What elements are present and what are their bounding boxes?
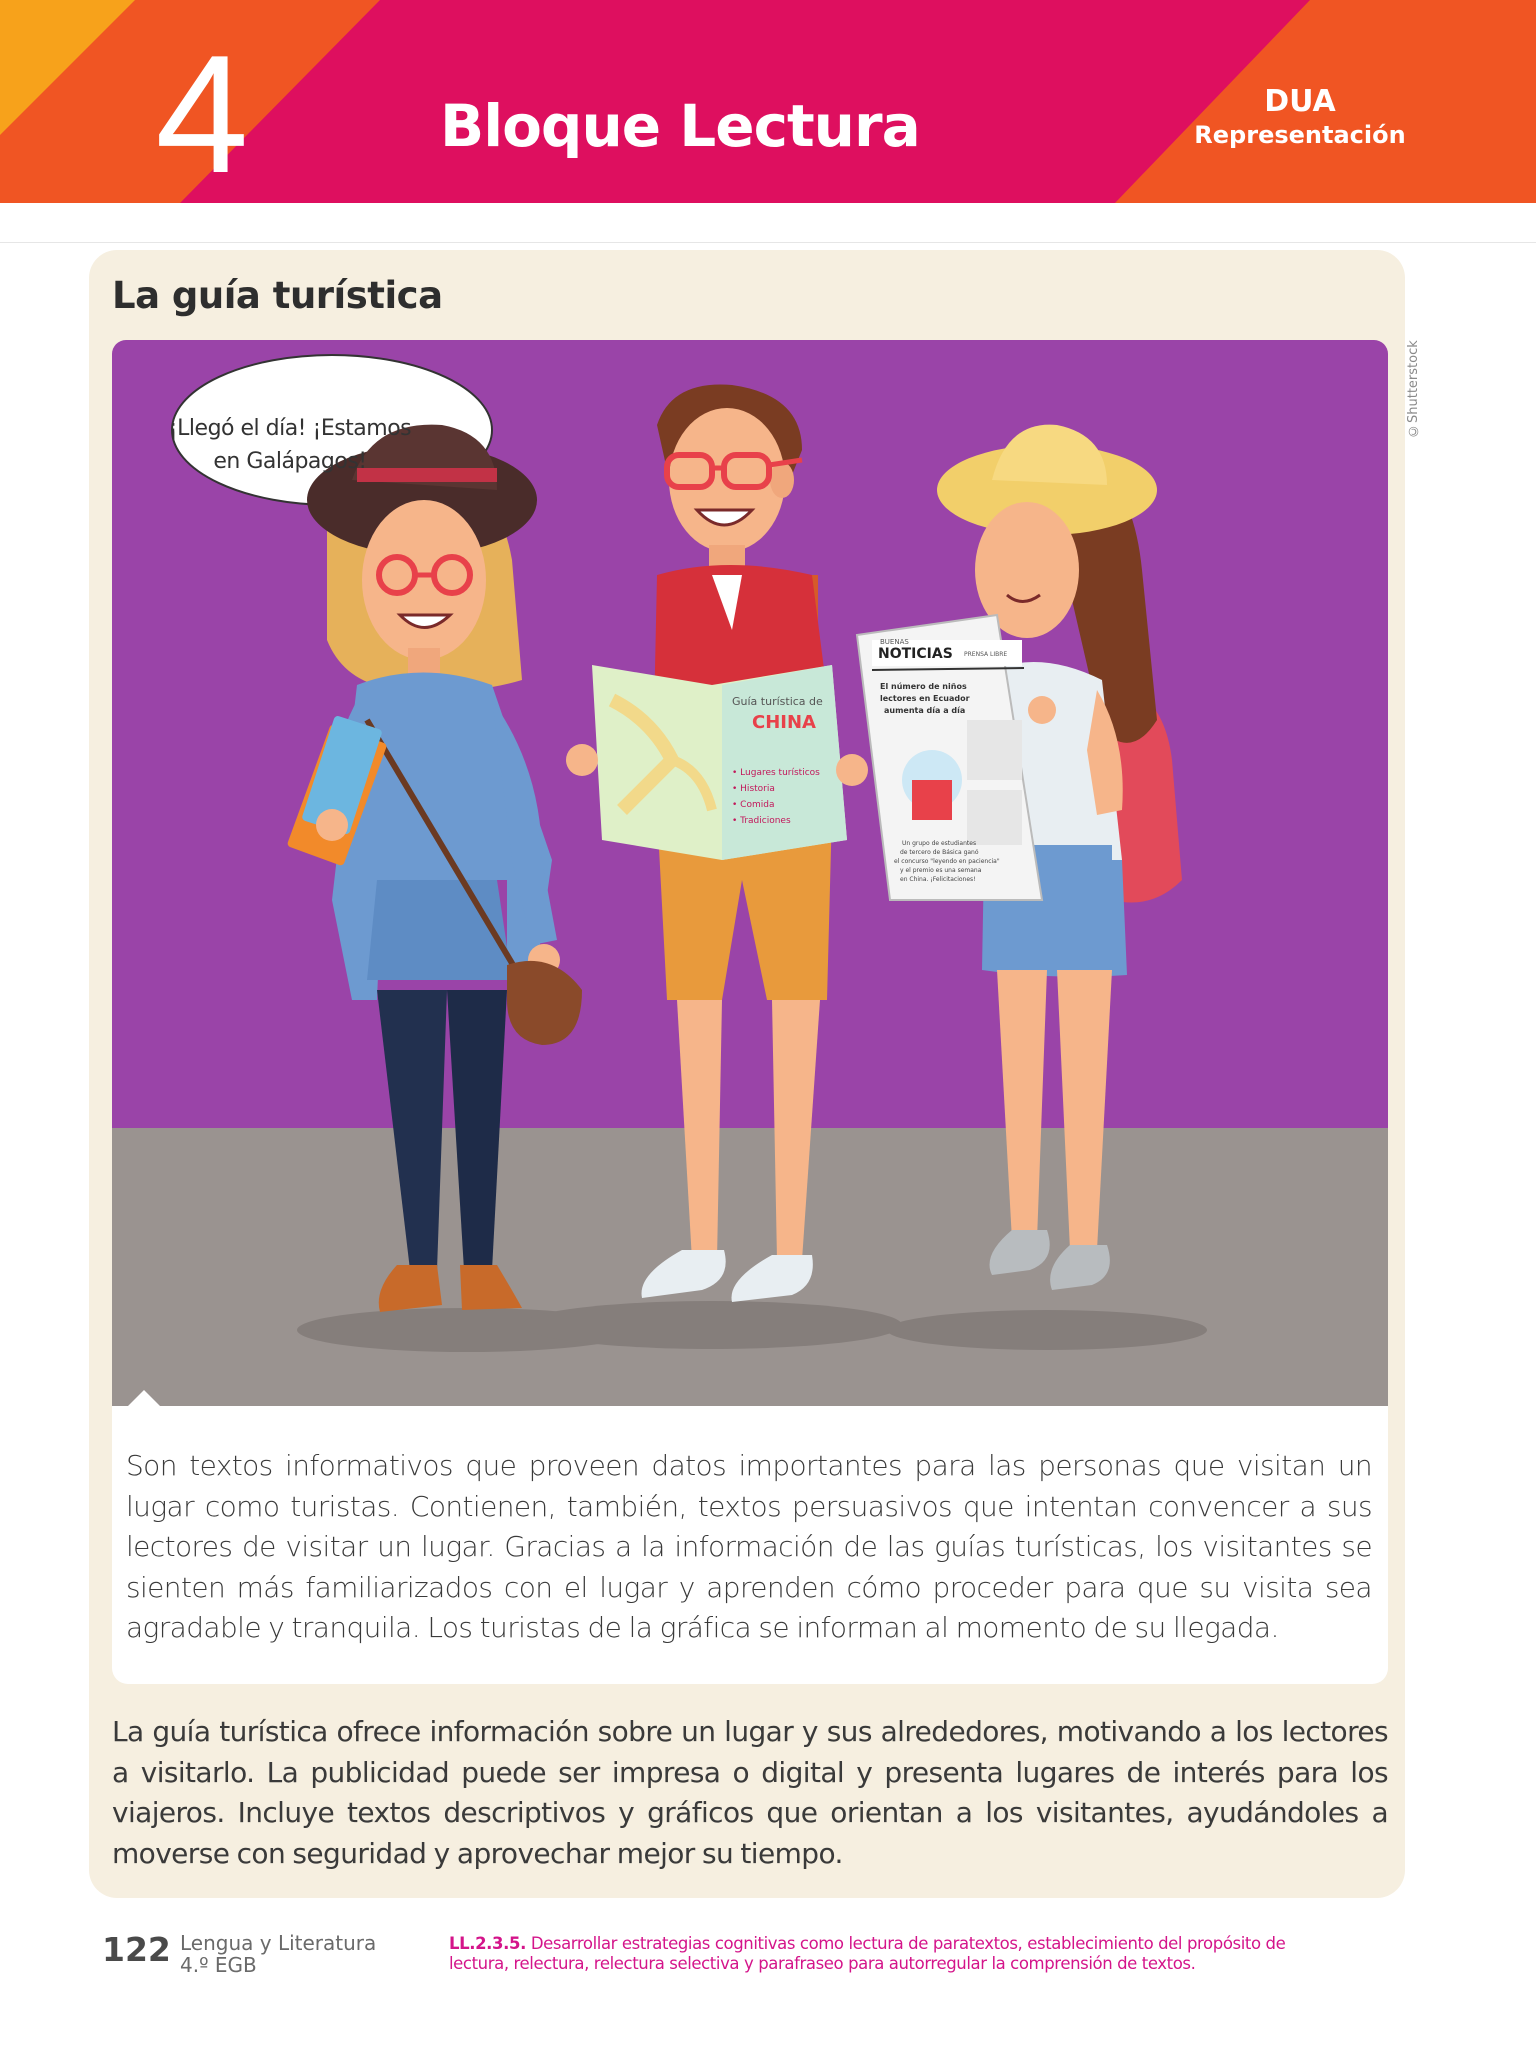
header-banner — [0, 0, 1536, 203]
newspaper-headline-2: lectores en Ecuador — [880, 694, 970, 703]
newspaper-caption-1: Un grupo de estudiantes — [902, 840, 977, 847]
illustration-drawing — [112, 340, 1388, 1406]
map-title-prefix: Guía turística de — [732, 695, 823, 708]
speech-bubble-line-2: en Galápagos! — [213, 449, 367, 474]
info-paragraph: Son textos informativos que proveen datos importantes para las personas que visitan un lugar como turistas. Contienen, también, textos persuasivos que intentan convencer a sus lectores de visitar un lugar. Gracias a la información de las guías turísticas, los visitantes se sienten más familiarizados con el lugar y aprenden cómo proceder para que su visita sea agradable y tranquila. Los turistas de la gráfica se informan al momento de su llegada. — [126, 1449, 1372, 1644]
subject-name: Lengua y Literatura — [180, 1931, 377, 1955]
subject-info — [180, 1932, 376, 1976]
newspaper-headline-3: aumenta día a día — [884, 706, 966, 715]
skill-text: Desarrollar estrategias cognitivas como lectura de paratextos, establecimiento del propósito de lectura, relectura, relectura selectiva y parafraseo para autorregular la comprensión de textos. — [449, 1934, 1286, 1973]
map-item-traditions: • Tradiciones — [732, 816, 791, 826]
subject-grade: 4.º EGB — [180, 1953, 257, 1977]
dua-sub-label: Representación — [1194, 121, 1406, 149]
map-item-places: • Lugares turísticos — [732, 768, 820, 778]
header-divider — [0, 242, 1536, 243]
newspaper-caption-4: y el premio es una semana — [900, 867, 982, 874]
skill-code: LL.2.3.5. — [449, 1934, 526, 1953]
newspaper-kicker: BUENAS — [880, 638, 909, 646]
section-title: La guía turística — [112, 274, 443, 317]
info-box-pointer — [128, 1390, 160, 1406]
speech-bubble-line-1: ¡Llegó el día! ¡Estamos — [168, 416, 412, 441]
map-item-history: • Historia — [732, 784, 775, 794]
block-title: Bloque Lectura — [440, 92, 920, 160]
dua-label: DUA — [1264, 84, 1336, 119]
skill-statement — [449, 1934, 1349, 1974]
newspaper-caption-5: en China. ¡Felicitaciones! — [900, 876, 976, 883]
summary-paragraph: La guía turística ofrece información sobre un lugar y sus alrededores, motivando a los lectores a visitarlo. La publicidad puede ser impresa o digital y presenta lugares de interés para los viajeros. Incluye textos descriptivos y gráficos que orientan a los visitantes, ayudándoles a moverse con seguridad y aprovechar mejor su tiempo. — [112, 1715, 1388, 1870]
newspaper-caption-3: el concurso "leyendo en paciencia" — [894, 858, 1000, 865]
page-number: 122 — [102, 1930, 171, 1969]
newspaper-caption-2: de tercero de Básica ganó — [900, 849, 979, 856]
newspaper-headline-1: El número de niños — [880, 682, 967, 691]
newspaper-tag: PRENSA LIBRE — [964, 651, 1008, 658]
image-credit: ©Shutterstock — [1406, 340, 1421, 438]
dua-badge — [1180, 84, 1420, 150]
newspaper-name: NOTICIAS — [878, 646, 953, 662]
map-item-food: • Comida — [732, 800, 775, 810]
speech-bubble — [160, 412, 420, 478]
unit-number: 4 — [155, 20, 249, 203]
tourists-illustration — [112, 340, 1388, 1406]
map-title-country: CHINA — [752, 712, 816, 733]
